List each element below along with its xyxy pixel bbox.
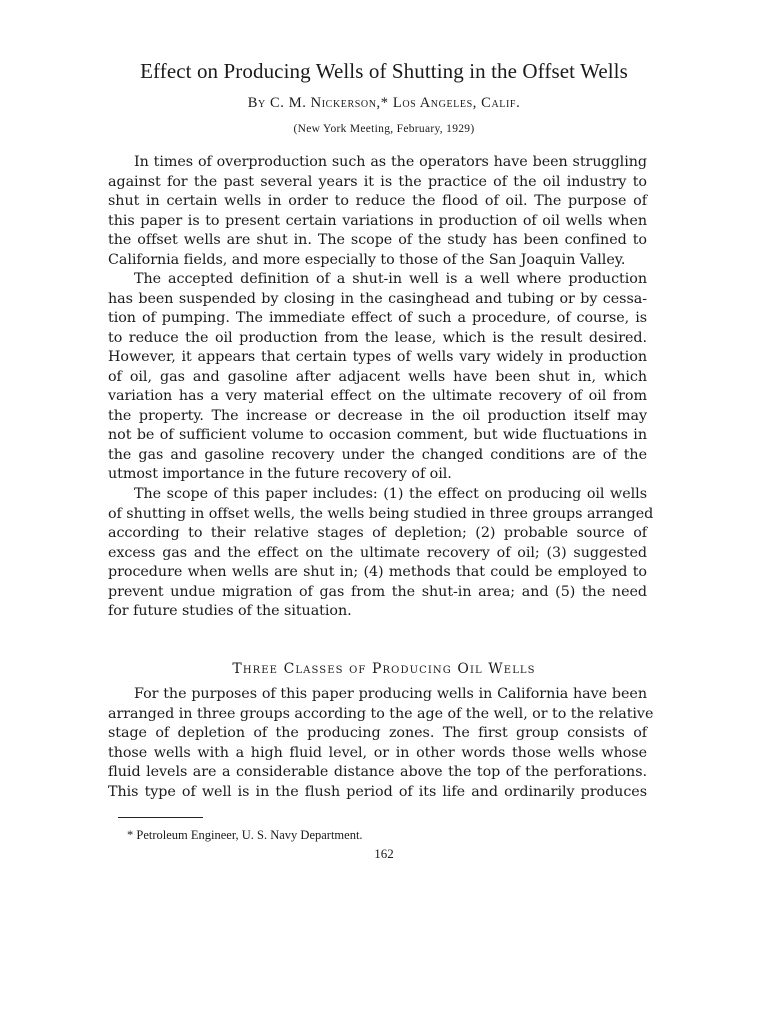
text-line: of oil, gas and gasoline after adjacent wells have been shut in, which <box>108 368 647 385</box>
text-line: fluid levels are a considerable distance above the top of the perforations. <box>108 764 647 781</box>
text-line: excess gas and the effect on the ultimate recovery of oil; (3) suggested <box>108 544 647 561</box>
text-line: utmost importance in the future recovery of oil. <box>108 466 452 483</box>
text-line: those wells with a high fluid level, or in other words those wells whose <box>108 744 647 761</box>
text-line: to reduce the oil production from the lease, which is the result desired. <box>108 329 647 346</box>
author-byline: By C. M. Nickerson,* Los Angeles, Calif. <box>247 95 521 111</box>
text-line: stage of depletion of the producing zones. The first group consists of <box>108 725 647 742</box>
text-line: according to their relative stages of depletion; (2) probable source of <box>108 525 647 542</box>
footnote-rule <box>118 817 203 818</box>
footnote: * Petroleum Engineer, U. S. Navy Department. <box>127 828 363 842</box>
text-line: arranged in three groups according to the age of the well, or to the relative <box>108 705 654 722</box>
text-line: the gas and gasoline recovery under the changed conditions are of the <box>108 446 647 463</box>
article-title: Effect on Producing Wells of Shutting in the Offset Wells <box>140 59 628 83</box>
text-line: California fields, and more especially to those of the San Joaquin Valley. <box>108 251 626 268</box>
text-line: for future studies of the situation. <box>108 603 352 620</box>
text-line: shut in certain wells in order to reduce the flood of oil. The purpose of <box>108 193 647 210</box>
section-heading: Three Classes of Producing Oil Wells <box>232 661 536 677</box>
text-line: the offset wells are shut in. The scope of the study has been confined to <box>108 232 647 249</box>
text-line: tion of pumping. The immediate effect of such a procedure, of course, is <box>108 310 647 327</box>
section-paragraph <box>108 685 654 802</box>
text-line: the property. The increase or decrease in the oil production itself may <box>108 407 647 424</box>
text-line: prevent undue migration of gas from the shut-in area; and (5) the need <box>108 583 647 600</box>
intro-paragraph-3 <box>108 485 654 622</box>
text-line: However, it appears that certain types of wells vary widely in production <box>108 349 647 366</box>
page-number: 162 <box>374 846 394 861</box>
text-line: For the purposes of this paper producing wells in California have been <box>134 686 647 702</box>
text-line: this paper is to present certain variations in production of oil wells when <box>108 212 647 229</box>
text-line: procedure when wells are shut in; (4) methods that could be employed to <box>108 564 647 581</box>
text-line: This type of well is in the flush period of its life and ordinarily produces <box>108 783 647 800</box>
text-line: not be of sufficient volume to occasion comment, but wide fluctuations in <box>108 427 647 444</box>
text-line: against for the past several years it is the practice of the oil industry to <box>108 173 647 190</box>
text-line: The scope of this paper includes: (1) the effect on producing oil wells <box>134 486 647 502</box>
text-line: has been suspended by closing in the casinghead and tubing or by cessa- <box>108 290 647 307</box>
text-line: of shutting in offset wells, the wells being studied in three groups arranged <box>108 505 654 522</box>
meeting-note: (New York Meeting, February, 1929) <box>293 123 475 135</box>
text-line: The accepted definition of a shut-in well is a well where production <box>134 271 647 287</box>
text-line: variation has a very material effect on the ultimate recovery of oil from <box>108 388 647 405</box>
intro-paragraph-2 <box>108 270 647 485</box>
text-line: In times of overproduction such as the operators have been struggling <box>134 154 647 170</box>
intro-paragraph-1 <box>108 153 647 270</box>
